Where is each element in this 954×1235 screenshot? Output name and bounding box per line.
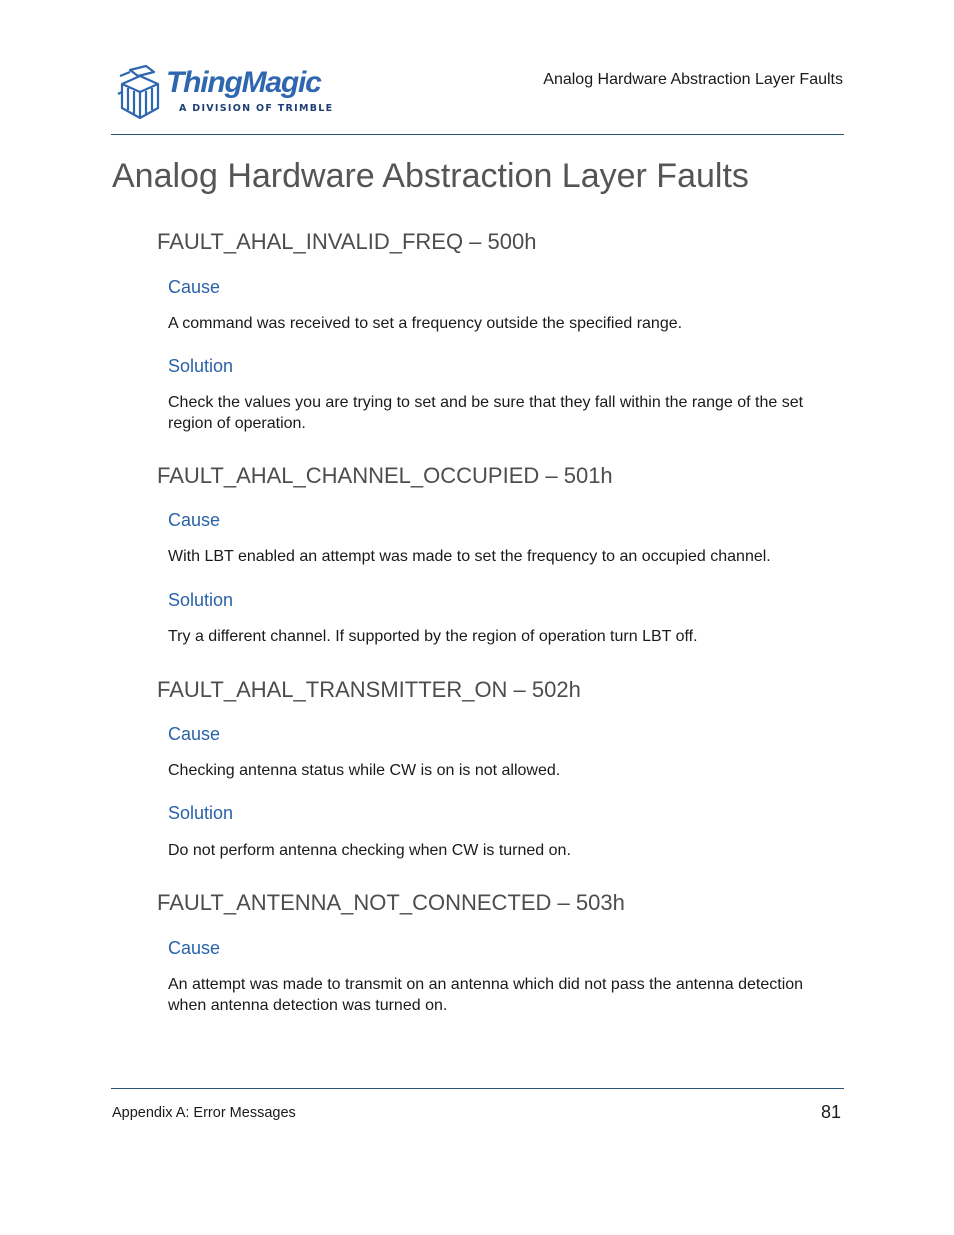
page-number: 81	[820, 1102, 841, 1122]
fault-500h-cause-text: A command was received to set a frequency outside the specified range.	[168, 315, 683, 332]
fault-503h-cause-text: An attempt was made to transmit on an antenna which did not pass the antenna detection when antenna detection was turned on.	[168, 976, 804, 1014]
header-divider	[111, 134, 844, 135]
fault-500h-solution-heading: Solution	[168, 356, 234, 376]
fault-501h-cause-heading: Cause	[168, 510, 221, 530]
cube-logo-icon	[116, 64, 164, 122]
fault-500h-title: FAULT_AHAL_INVALID_FREQ – 500h	[157, 229, 537, 254]
page-title: Analog Hardware Abstraction Layer Faults	[112, 157, 749, 195]
thingmagic-logo	[116, 62, 334, 124]
footer-section: Appendix A: Error Messages	[112, 1105, 296, 1121]
fault-502h-cause-text: Checking antenna status while CW is on is not allowed.	[168, 762, 561, 779]
fault-501h-solution-heading: Solution	[168, 590, 234, 610]
fault-503h-title: FAULT_ANTENNA_NOT_CONNECTED – 503h	[157, 890, 625, 915]
fault-500h-cause-heading: Cause	[168, 277, 221, 297]
fault-502h-title: FAULT_AHAL_TRANSMITTER_ON – 502h	[157, 677, 581, 702]
fault-501h-solution-text: Try a different channel. If supported by the region of operation turn LBT off.	[168, 628, 698, 645]
footer-divider	[111, 1088, 844, 1089]
fault-502h-solution-text: Do not perform antenna checking when CW is turned on.	[168, 842, 571, 859]
fault-501h-title: FAULT_AHAL_CHANNEL_OCCUPIED – 501h	[157, 463, 613, 488]
fault-500h-solution-text: Check the values you are trying to set and be sure that they fall within the range of the set region of operation.	[168, 394, 804, 432]
fault-502h-solution-heading: Solution	[168, 803, 234, 823]
running-header: Analog Hardware Abstraction Layer Faults	[543, 71, 843, 88]
logo-wordmark: ThingMagic	[166, 66, 321, 99]
fault-503h-cause-heading: Cause	[168, 938, 221, 958]
fault-502h-cause-heading: Cause	[168, 724, 221, 744]
fault-501h-cause-text: With LBT enabled an attempt was made to set the frequency to an occupied channel.	[168, 548, 771, 565]
logo-subtitle: A DIVISION OF TRIMBLE	[179, 103, 334, 114]
